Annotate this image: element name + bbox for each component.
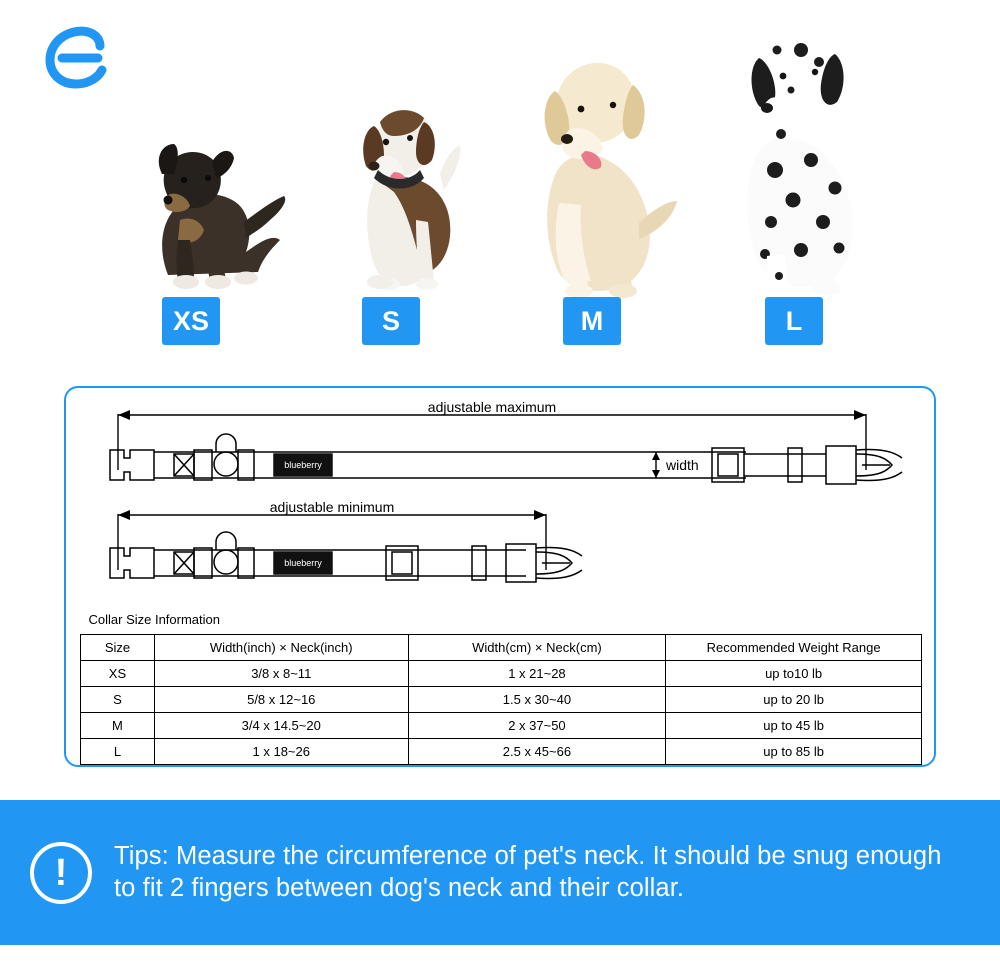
dalmatian-image <box>715 10 895 300</box>
dog-illustration-m <box>515 25 695 300</box>
cell-cm: 2.5 x 45~66 <box>408 738 666 764</box>
size-badge-row <box>120 297 990 349</box>
size-badge-l: L <box>765 297 823 345</box>
brand-logo-icon <box>42 26 112 94</box>
dog-size-illustrations <box>120 0 990 300</box>
table-row <box>81 712 922 738</box>
size-badge-m: M <box>563 297 621 345</box>
cell-inch: 1 x 18~26 <box>154 738 408 764</box>
tips-text: Tips: Measure the circumference of pet's neck. It should be snug enough to fit 2 fingers between dog's neck and their collar. <box>114 841 942 902</box>
cell-weight: up to10 lb <box>666 660 922 686</box>
cell-weight: up to 20 lb <box>666 686 922 712</box>
cell-size: S <box>81 686 155 712</box>
table-caption: Collar Size Information <box>81 606 922 634</box>
col-header-inch: Width(inch) × Neck(inch) <box>154 634 408 660</box>
golden-retriever-image <box>515 25 695 300</box>
col-header-cm: Width(cm) × Neck(cm) <box>408 634 666 660</box>
width-label: width <box>666 457 699 473</box>
collar-spec-panel <box>64 386 936 767</box>
cell-cm: 1.5 x 30~40 <box>408 686 666 712</box>
cell-cm: 1 x 21~28 <box>408 660 666 686</box>
col-header-weight: Recommended Weight Range <box>666 634 922 660</box>
beagle-image <box>320 50 500 300</box>
col-header-size: Size <box>81 634 155 660</box>
adjustable-minimum-label: adjustable minimum <box>269 499 395 515</box>
table-header-row <box>81 634 922 660</box>
puppy-image <box>120 100 310 300</box>
collar-brand-tag-bottom: blueberry <box>284 558 322 568</box>
collar-brand-tag-top: blueberry <box>284 460 322 470</box>
dog-illustration-l <box>715 10 895 300</box>
cell-inch: 3/8 x 8~11 <box>154 660 408 686</box>
collar-diagram <box>66 388 934 610</box>
cell-cm: 2 x 37~50 <box>408 712 666 738</box>
size-badge-s: S <box>362 297 420 345</box>
cell-size: L <box>81 738 155 764</box>
exclamation-icon: ! <box>30 842 92 904</box>
cell-inch: 3/4 x 14.5~20 <box>154 712 408 738</box>
table-caption-row <box>81 606 922 634</box>
size-table-wrapper <box>80 606 922 765</box>
dog-illustration-xs <box>120 100 310 300</box>
collar-size-table <box>80 606 922 765</box>
cell-weight: up to 45 lb <box>666 712 922 738</box>
table-row <box>81 686 922 712</box>
cell-size: M <box>81 712 155 738</box>
tips-banner <box>0 800 1000 945</box>
adjustable-maximum-label: adjustable maximum <box>427 399 557 415</box>
dog-illustration-s <box>320 50 500 300</box>
cell-weight: up to 85 lb <box>666 738 922 764</box>
table-row <box>81 738 922 764</box>
table-row <box>81 660 922 686</box>
cell-inch: 5/8 x 12~16 <box>154 686 408 712</box>
size-badge-xs: XS <box>162 297 220 345</box>
cell-size: XS <box>81 660 155 686</box>
